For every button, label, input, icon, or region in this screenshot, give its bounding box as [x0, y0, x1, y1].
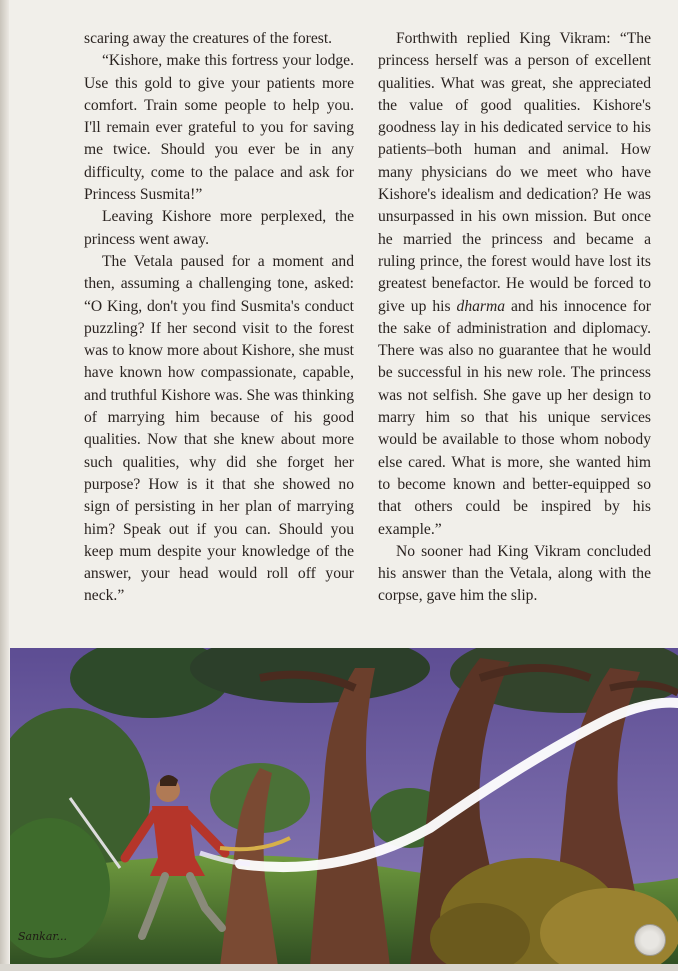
paragraph: The Vetala paused for a moment and then, assuming a challenging tone, asked: “O King, don't you find Susmita's conduct puzzling? If her second visit to the forest was to know more about Kishore, she must have known how compassionate, capable, and truthful Kishore was. She was thinking of marrying him because of his good qualities. Now that she knew about more such qualities, why did she forget her purpose? How is it that she showed no sign of persisting in her plan of marrying him? Speak out if you can. Should you keep mum despite your knowledge of the answer, your head would roll off your neck.” [84, 252, 354, 605]
paragraph: scaring away the creatures of the forest. [84, 30, 333, 47]
paragraph-text: and his innocence for the sake of administration and diplomacy. There was also no guarantee that he would be successful in his new role. The princess was not selfish. She gave up her design to marry him so that his unique services would be available to those whom nobody else cared. What is more, she wanted him to become known and better-equipped so that others could be inspired by his example.” [378, 297, 651, 538]
forest-illustration [10, 648, 678, 966]
text-column-right [378, 28, 651, 608]
page-edge [0, 0, 9, 971]
page-bottom-edge [0, 964, 678, 971]
paragraph: Leaving Kishore more perplexed, the princess went away. [84, 208, 354, 248]
paragraph [378, 28, 651, 541]
paragraph: “Kishore, make this fortress your lodge. Use this gold to give your patients more comfort. Train some people to help you. I'll remain ever grateful to you for saving me twice. Should you ever be in any difficulty, come to the palace and ask for Princess Susmita!” [84, 52, 354, 204]
seal-icon [634, 924, 666, 956]
paragraph: No sooner had King Vikram concluded his answer than the Vetala, along with the corpse, gave him the slip. [378, 542, 651, 605]
artist-signature: Sankar... [18, 930, 67, 943]
emphasis-word: dharma [456, 297, 506, 315]
illustration-svg [10, 648, 678, 966]
paragraph-text: Forthwith replied King Vikram: “The princess herself was a person of excellent qualities. What was great, she appreciated the value of good qualities. Kishore's goodness lay in his dedicated service to his patients–both human and animal. How many physicians do we meet who have Kishore's idealism and dedication? He was unsurpassed in his own mission. But once he married the princess and became a ruling prince, the forest would have lost its greatest benefactor. He would be forced to give up his [378, 30, 651, 315]
text-column-left [84, 28, 354, 608]
